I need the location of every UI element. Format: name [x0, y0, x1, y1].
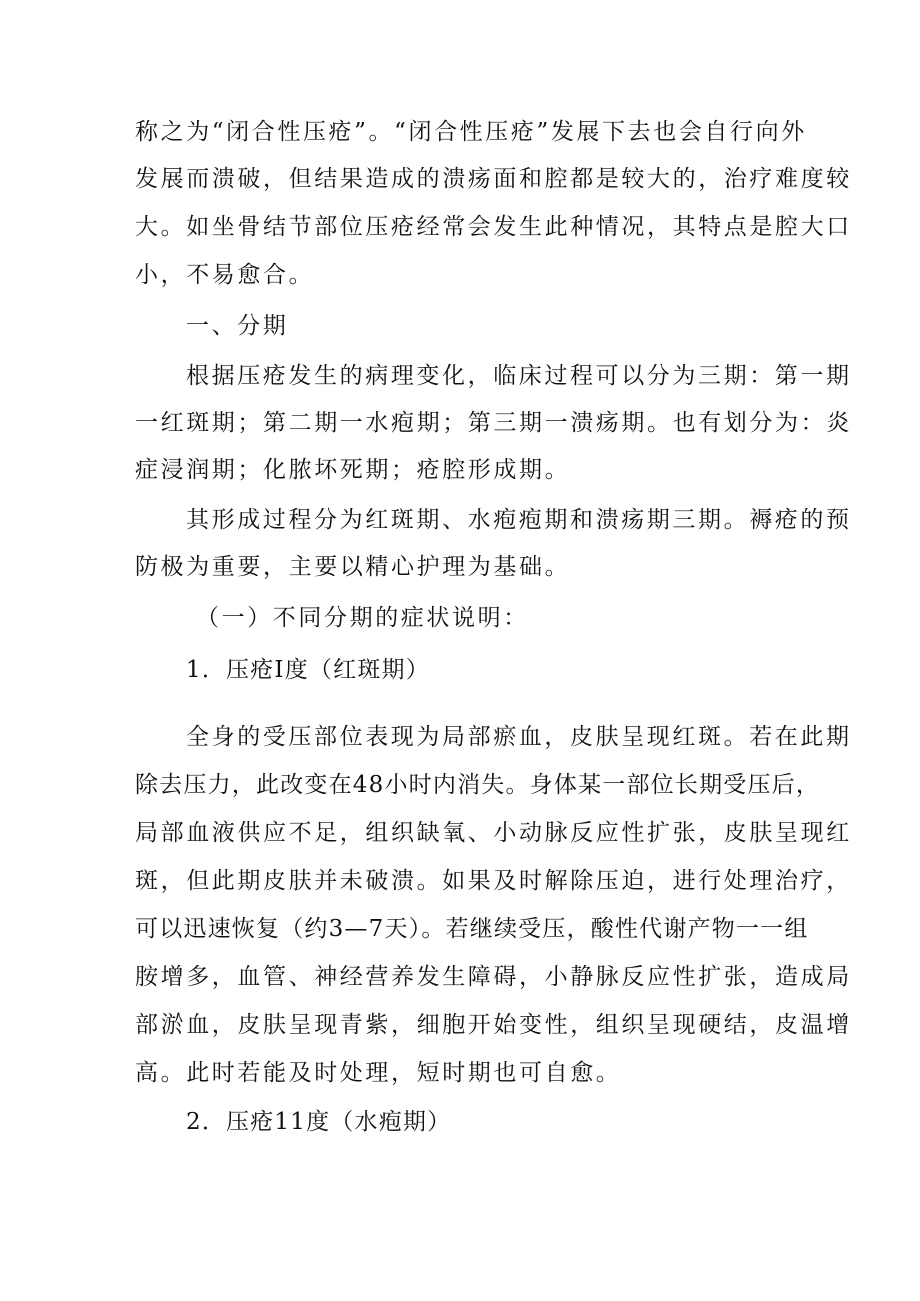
paragraph-line: 根据压疮发生的病理变化，临床过程可以分为三期：第一期	[186, 363, 852, 389]
paragraph-line: 局部血液供应不足，组织缺氧、小动脉反应性扩张，皮肤呈现红	[135, 820, 852, 846]
stage-1-heading: 1．压疮I度（红斑期）	[186, 657, 430, 683]
subsection-heading: （一）不同分期的症状说明：	[196, 605, 529, 631]
paragraph-line: 症浸润期；化脓坏死期；疮腔形成期。	[135, 457, 571, 483]
paragraph-line: 斑，但此期皮肤并未破溃。如果及时解除压迫，进行处理治疗，	[135, 868, 852, 894]
paragraph-line: 可以迅速恢复（约3—7天）。若继续受压，酸性代谢产物一一组	[135, 916, 809, 942]
paragraph-line: 胺增多，血管、神经营养发生障碍，小静脉反应性扩张，造成局	[135, 964, 852, 990]
stage-2-heading: 2．压疮11度（水疱期）	[186, 1109, 452, 1135]
paragraph-line: 其形成过程分为红斑期、水疱疱期和溃疡期三期。褥疮的预	[186, 507, 852, 533]
paragraph-line: 部淤血，皮肤呈现青紫，细胞开始变性，组织呈现硬结，皮温增	[135, 1012, 852, 1038]
paragraph-line: 发展而溃破，但结果造成的溃疡面和腔都是较大的，治疗难度较	[135, 166, 852, 192]
paragraph-line: 大。如坐骨结节部位压疮经常会发生此种情况，其特点是腔大口	[135, 214, 852, 240]
paragraph-line: 防极为重要，主要以精心护理为基础。	[135, 554, 571, 580]
paragraph-line: 称之为“闭合性压疮”。“闭合性压疮”发展下去也会自行向外	[135, 119, 807, 145]
section-heading: 一、分期	[186, 313, 289, 339]
paragraph-line: 全身的受压部位表现为局部瘀血，皮肤呈现红斑。若在此期	[186, 724, 852, 750]
paragraph-line: 高。此时若能及时处理，短时期也可自愈。	[135, 1060, 622, 1086]
paragraph-line: 除去压力，此改变在48小时内消失。身体某一部位长期受压后，	[135, 772, 821, 798]
paragraph-line: 一红斑期；第二期一水疱期；第三期一溃疡期。也有划分为：炎	[135, 410, 852, 436]
paragraph-line: 小，不易愈合。	[135, 262, 315, 288]
